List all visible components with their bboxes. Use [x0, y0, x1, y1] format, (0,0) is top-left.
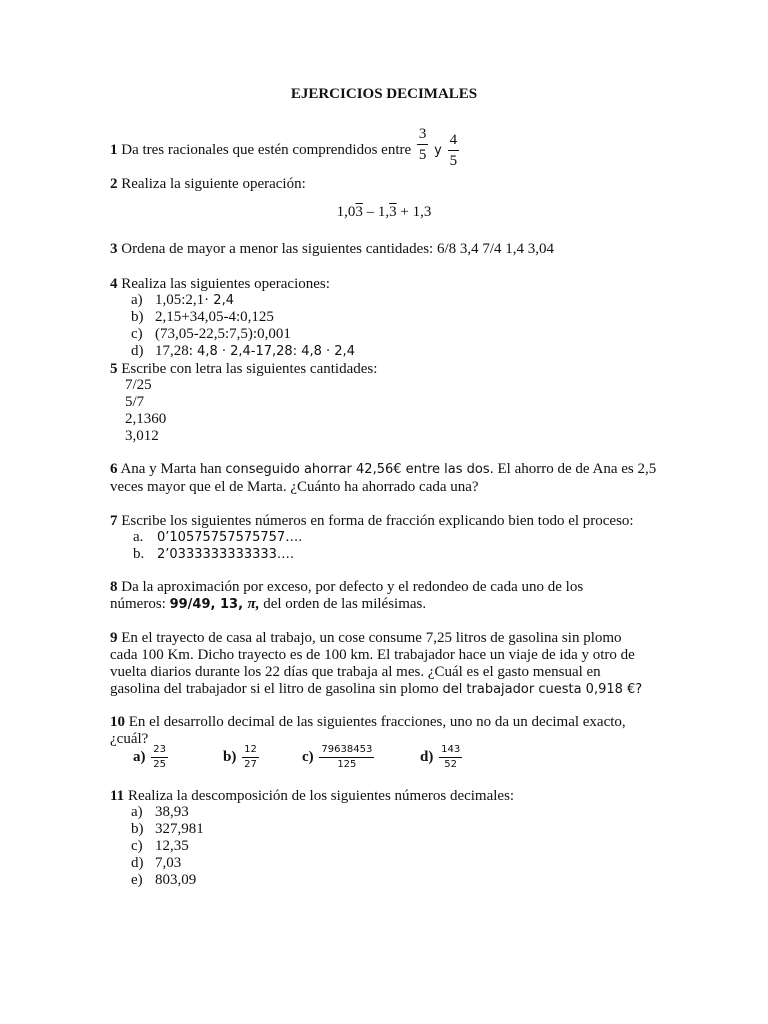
list-item	[131, 855, 181, 872]
question-9	[110, 629, 622, 647]
list-item	[131, 872, 196, 889]
question-9-line-3: vuelta diarios durante los 22 días que trabaja al mes. ¿Cuál es el gasto mensual en	[110, 664, 601, 680]
option-a	[133, 743, 170, 772]
item-extra: 4,8 · 2,4-17,28: 4,8 · 2,4	[192, 344, 355, 359]
list-item	[131, 309, 274, 326]
numerator: 143	[439, 743, 462, 758]
denominator: 25	[153, 759, 166, 770]
option-fraction	[151, 743, 168, 772]
list-item	[131, 292, 234, 309]
question-4	[110, 275, 330, 293]
question-9-line-4	[110, 680, 642, 699]
list-item: 5/7	[125, 394, 145, 410]
item-mark: c)	[131, 326, 143, 342]
question-8	[110, 578, 583, 596]
item-text: 2,15+34,05-4:0,125	[155, 309, 274, 325]
fraction-four-fifths	[448, 130, 460, 171]
numerator: 79638453	[319, 743, 374, 758]
question-7	[110, 512, 634, 530]
question-number: 8	[110, 579, 118, 595]
question-10-line-2: ¿cuál?	[110, 731, 149, 747]
question-number: 6	[110, 461, 118, 477]
item-text: 12,35	[155, 838, 189, 854]
question-10	[110, 713, 626, 731]
question-number: 5	[110, 361, 118, 377]
option-mark: c)	[302, 748, 314, 765]
number-list: 99/49, 13,	[169, 597, 248, 612]
question-2	[110, 175, 306, 193]
question-text: Realiza la siguiente operación:	[121, 176, 306, 192]
item-text: 803,09	[155, 872, 197, 888]
numerator: 12	[242, 743, 259, 758]
question-9-line-2: cada 100 Km. Dicho trayecto es de 100 km. El trabajador hace un viaje de ida y otro de	[110, 647, 635, 663]
option-fraction	[242, 743, 259, 772]
numerator: 3	[417, 124, 429, 145]
item-text: 7,03	[155, 855, 182, 871]
question-number: 4	[110, 276, 118, 292]
denominator: 5	[418, 147, 427, 163]
question-text: Realiza la descomposición de los siguientes números decimales:	[127, 788, 515, 804]
question-text: conseguido ahorrar 42,56€ entre las dos.	[225, 462, 494, 477]
list-item	[131, 804, 189, 821]
question-6	[110, 460, 656, 479]
pi-symbol: π,	[247, 596, 260, 612]
repeating-digit: 3	[355, 204, 363, 220]
question-6-line-2: veces mayor que el de Marta. ¿Cuánto ha ahorrado cada una?	[110, 479, 479, 495]
item-mark: c)	[131, 838, 143, 854]
list-item: 7/25	[125, 377, 152, 393]
question-text: En el desarrollo decimal de las siguientes fracciones, uno no da un decimal exacto,	[128, 714, 626, 730]
question-text: Realiza las siguientes operaciones:	[121, 276, 330, 292]
denominator: 52	[444, 759, 457, 770]
item-mark: b)	[131, 309, 144, 325]
question-text: números:	[110, 596, 170, 612]
question-1	[110, 126, 461, 171]
question-text: Ordena de mayor a menor las siguientes cantidades: 6/8 3,4 7/4 1,4 3,04	[121, 241, 555, 257]
question-number: 3	[110, 241, 118, 257]
question-number: 1	[110, 141, 118, 158]
list-item	[131, 821, 204, 838]
option-mark: d)	[420, 748, 434, 765]
item-mark: b)	[131, 821, 144, 837]
item-text: 2’0333333333333….	[157, 547, 295, 562]
numerator: 23	[151, 743, 168, 758]
numerator: 4	[448, 130, 460, 151]
item-mark: d)	[131, 855, 144, 871]
question-number: 10	[110, 714, 125, 730]
option-mark: b)	[223, 748, 237, 765]
item-mark: e)	[131, 872, 143, 888]
question-8-line-2	[110, 595, 426, 614]
list-item	[131, 326, 291, 343]
question-text: Escribe con letra las siguientes cantidades:	[121, 361, 378, 377]
question-5	[110, 360, 377, 378]
question-number: 7	[110, 513, 118, 529]
question-3	[110, 240, 554, 258]
list-item: 3,012	[125, 428, 159, 444]
option-c	[302, 743, 376, 772]
equation-part: 1,0	[336, 204, 356, 220]
question-text: Escribe los siguientes números en forma de fracción explicando bien todo el proceso:	[121, 513, 634, 529]
item-text: 327,981	[155, 821, 204, 837]
equation	[0, 204, 768, 221]
question-text: El ahorro de de Ana es 2,5	[493, 461, 657, 477]
list-item: 2,1360	[125, 411, 167, 427]
repeating-digit: 3	[389, 204, 397, 220]
item-text: 1,05:2,1·	[155, 292, 210, 308]
question-11	[110, 787, 514, 805]
option-mark: a)	[133, 748, 146, 765]
denominator: 5	[449, 153, 458, 169]
question-number: 11	[110, 788, 125, 804]
option-fraction	[319, 743, 374, 772]
option-b	[223, 743, 261, 772]
question-text: Da tres racionales que estén comprendidos entre	[121, 141, 412, 158]
option-d	[420, 743, 464, 772]
item-text: (73,05-22,5:7,5):0,001	[155, 326, 291, 342]
question-text: del orden de las milésimas.	[259, 596, 427, 612]
item-mark: a.	[133, 529, 144, 545]
question-text: Ana y Marta han	[120, 461, 226, 477]
conjunction: y	[434, 142, 442, 158]
item-mark: a)	[131, 804, 143, 820]
question-number: 9	[110, 630, 118, 646]
question-text: del trabajador cuesta 0,918 €?	[442, 682, 643, 697]
option-fraction	[439, 743, 462, 772]
list-item	[133, 546, 294, 563]
item-mark: a)	[131, 292, 143, 308]
denominator: 125	[337, 759, 357, 770]
list-item	[131, 838, 189, 855]
item-text: 38,93	[155, 804, 189, 820]
question-number: 2	[110, 176, 118, 192]
denominator: 27	[244, 759, 257, 770]
question-text: En el trayecto de casa al trabajo, un cose consume 7,25 litros de gasolina sin plomo	[121, 630, 622, 646]
item-text: 0’10575757575757….	[157, 530, 303, 545]
list-item	[133, 529, 302, 546]
equation-part: + 1,3	[396, 204, 432, 220]
question-text: gasolina del trabajador si el litro de gasolina sin plomo	[110, 681, 443, 697]
fraction-three-fifths	[417, 124, 429, 165]
equation-part: – 1,	[362, 204, 390, 220]
item-text: 17,28:	[155, 343, 193, 359]
item-mark: d)	[131, 343, 144, 359]
page-title: EJERCICIOS DECIMALES	[290, 86, 478, 102]
item-mark: b.	[133, 546, 145, 562]
list-item	[131, 343, 355, 360]
question-text: Da la aproximación por exceso, por defecto y el redondeo de cada uno de los	[121, 579, 584, 595]
item-extra: 2,4	[209, 293, 234, 308]
